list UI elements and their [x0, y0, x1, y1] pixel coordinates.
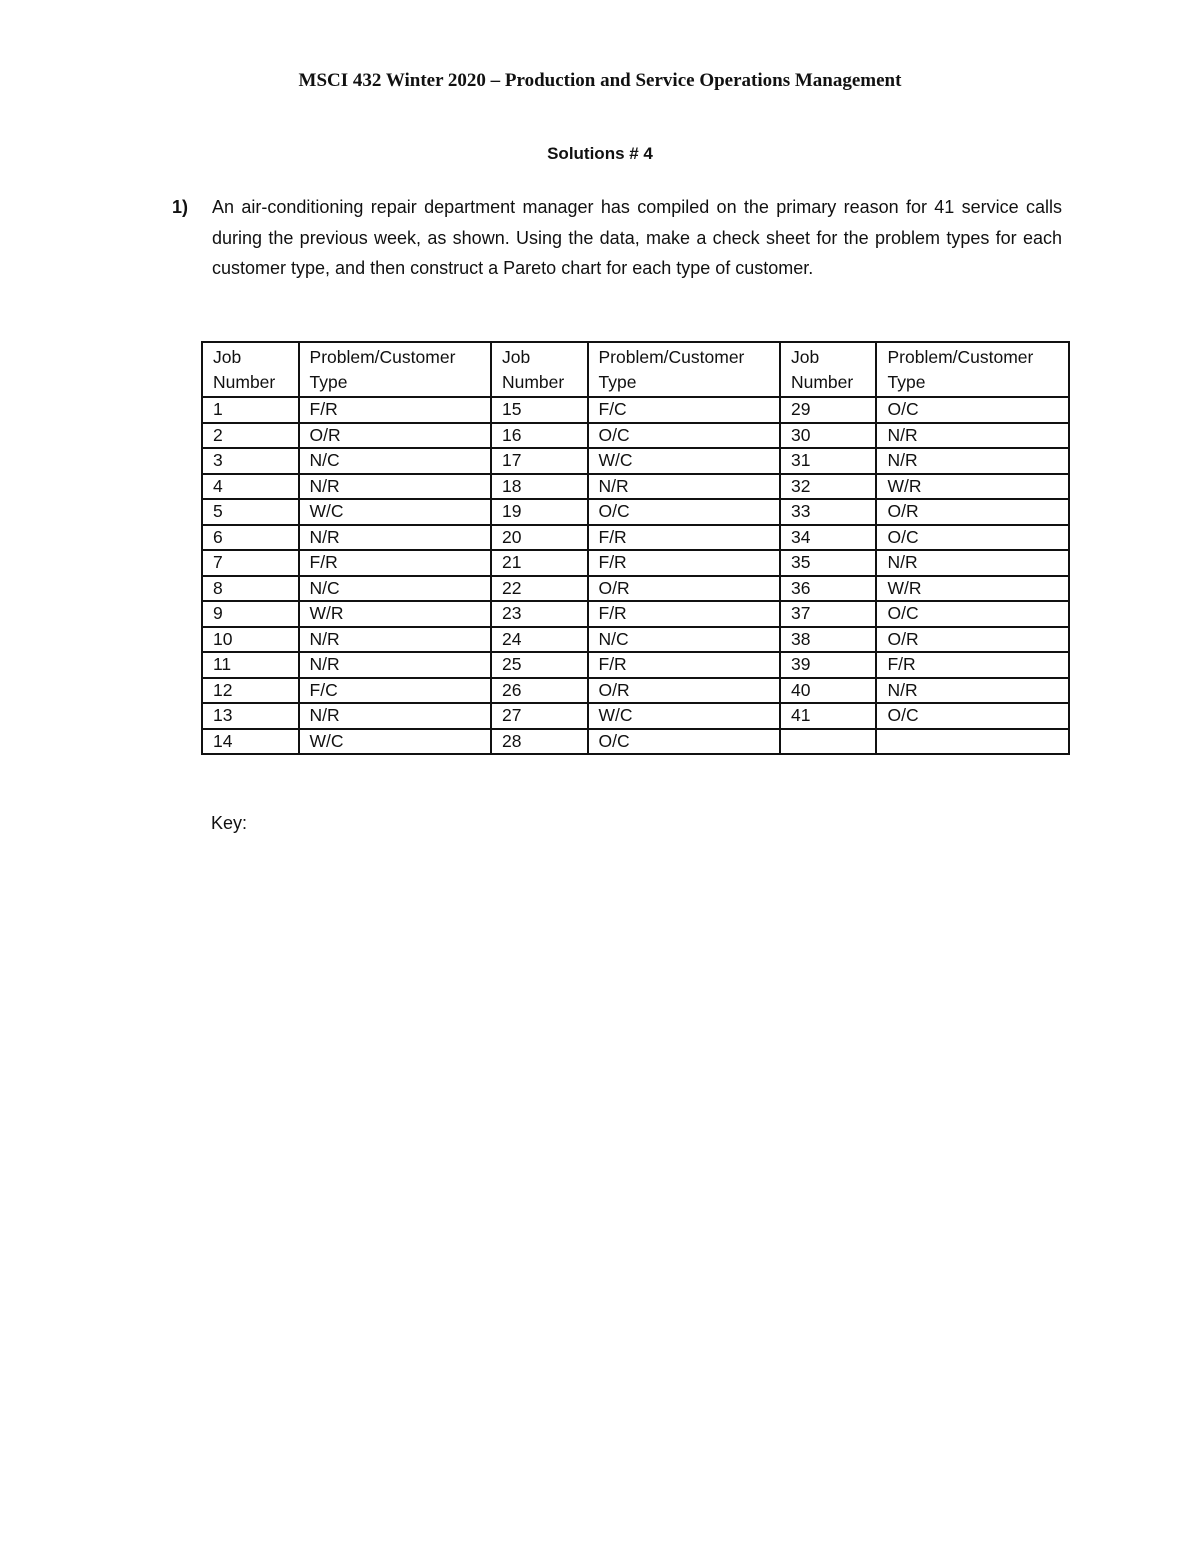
column-header: Job Number [202, 342, 299, 397]
job-number-cell: 12 [202, 678, 299, 704]
question-number: 1) [172, 197, 189, 217]
problem-type-cell: N/R [588, 474, 780, 500]
problem-type-cell: O/R [876, 627, 1069, 653]
column-header: Problem/Customer Type [588, 342, 780, 397]
job-number-cell: 36 [780, 576, 877, 602]
problem-type-cell: O/C [588, 729, 780, 755]
problem-type-cell: W/R [876, 576, 1069, 602]
problem-type-cell: O/C [876, 601, 1069, 627]
table-row [202, 576, 1069, 602]
problem-type-cell: N/R [299, 627, 491, 653]
problem-type-cell: O/C [588, 423, 780, 449]
job-number-cell: 22 [491, 576, 588, 602]
job-number-cell: 9 [202, 601, 299, 627]
problem-type-cell: N/R [299, 525, 491, 551]
problem-type-cell: F/R [588, 601, 780, 627]
job-number-cell: 30 [780, 423, 877, 449]
problem-type-cell: W/C [588, 448, 780, 474]
job-number-cell: 28 [491, 729, 588, 755]
job-number-cell: 34 [780, 525, 877, 551]
problem-type-cell: F/R [588, 652, 780, 678]
job-number-cell: 20 [491, 525, 588, 551]
job-number-cell: 29 [780, 397, 877, 423]
table-row [202, 550, 1069, 576]
table-row [202, 474, 1069, 500]
job-number-cell: 40 [780, 678, 877, 704]
problem-type-cell: O/R [588, 576, 780, 602]
problem-type-cell: W/R [876, 474, 1069, 500]
table-row [202, 499, 1069, 525]
table-row [202, 652, 1069, 678]
table-row [202, 448, 1069, 474]
problem-type-cell: N/C [299, 448, 491, 474]
job-number-cell: 21 [491, 550, 588, 576]
problem-type-cell: O/C [876, 525, 1069, 551]
problem-type-cell: N/R [876, 448, 1069, 474]
job-number-cell: 13 [202, 703, 299, 729]
problem-type-cell: F/R [876, 652, 1069, 678]
column-header: Job Number [491, 342, 588, 397]
job-number-cell: 18 [491, 474, 588, 500]
problem-type-cell: N/R [299, 652, 491, 678]
job-number-cell: 38 [780, 627, 877, 653]
column-header: Job Number [780, 342, 877, 397]
problem-type-cell: F/R [588, 550, 780, 576]
problem-type-cell: F/R [299, 397, 491, 423]
job-number-cell: 10 [202, 627, 299, 653]
table-row [202, 627, 1069, 653]
problem-type-cell: O/C [876, 703, 1069, 729]
table-header-row [202, 342, 1069, 397]
problem-type-cell: F/C [299, 678, 491, 704]
problem-type-cell: N/R [299, 703, 491, 729]
problem-type-cell [876, 729, 1069, 755]
job-number-cell: 6 [202, 525, 299, 551]
question-1 [172, 192, 1062, 284]
problem-type-cell: O/R [876, 499, 1069, 525]
problem-type-cell: W/C [299, 499, 491, 525]
problem-type-cell: O/R [299, 423, 491, 449]
solutions-title: Solutions # 4 [547, 144, 653, 163]
column-header: Problem/Customer Type [299, 342, 491, 397]
service-calls-table [201, 341, 1070, 755]
job-number-cell: 1 [202, 397, 299, 423]
problem-type-cell: N/C [299, 576, 491, 602]
job-number-cell [780, 729, 877, 755]
table-row [202, 423, 1069, 449]
problem-type-cell: F/R [588, 525, 780, 551]
job-number-cell: 7 [202, 550, 299, 576]
job-number-cell: 3 [202, 448, 299, 474]
job-number-cell: 5 [202, 499, 299, 525]
problem-type-cell: N/R [876, 678, 1069, 704]
column-header: Problem/Customer Type [876, 342, 1069, 397]
job-number-cell: 8 [202, 576, 299, 602]
job-number-cell: 35 [780, 550, 877, 576]
job-number-cell: 23 [491, 601, 588, 627]
table-row [202, 678, 1069, 704]
job-number-cell: 19 [491, 499, 588, 525]
job-number-cell: 25 [491, 652, 588, 678]
problem-type-cell: O/C [588, 499, 780, 525]
table-row [202, 703, 1069, 729]
job-number-cell: 24 [491, 627, 588, 653]
job-number-cell: 41 [780, 703, 877, 729]
job-number-cell: 33 [780, 499, 877, 525]
job-number-cell: 37 [780, 601, 877, 627]
problem-type-cell: O/R [588, 678, 780, 704]
table-row [202, 525, 1069, 551]
job-number-cell: 27 [491, 703, 588, 729]
table-row [202, 601, 1069, 627]
problem-type-cell: N/C [588, 627, 780, 653]
question-text: An air-conditioning repair department manager has compiled on the primary reason for 41 service calls during the previous week, as shown. Using the data, make a check sheet for the problem types for each customer type, and then construct a Pareto chart for each type of customer. [212, 197, 1062, 278]
job-number-cell: 17 [491, 448, 588, 474]
course-title: MSCI 432 Winter 2020 – Production and Service Operations Management [298, 70, 902, 91]
job-number-cell: 16 [491, 423, 588, 449]
table-row [202, 397, 1069, 423]
problem-type-cell: O/C [876, 397, 1069, 423]
problem-type-cell: W/C [588, 703, 780, 729]
job-number-cell: 15 [491, 397, 588, 423]
job-number-cell: 11 [202, 652, 299, 678]
job-number-cell: 26 [491, 678, 588, 704]
job-number-cell: 4 [202, 474, 299, 500]
job-number-cell: 2 [202, 423, 299, 449]
job-number-cell: 32 [780, 474, 877, 500]
job-number-cell: 14 [202, 729, 299, 755]
table-row [202, 729, 1069, 755]
problem-type-cell: F/C [588, 397, 780, 423]
problem-type-cell: F/R [299, 550, 491, 576]
problem-type-cell: N/R [299, 474, 491, 500]
problem-type-cell: W/C [299, 729, 491, 755]
job-number-cell: 39 [780, 652, 877, 678]
problem-type-cell: N/R [876, 423, 1069, 449]
problem-type-cell: N/R [876, 550, 1069, 576]
key-label: Key: [211, 813, 248, 833]
job-number-cell: 31 [780, 448, 877, 474]
problem-type-cell: W/R [299, 601, 491, 627]
